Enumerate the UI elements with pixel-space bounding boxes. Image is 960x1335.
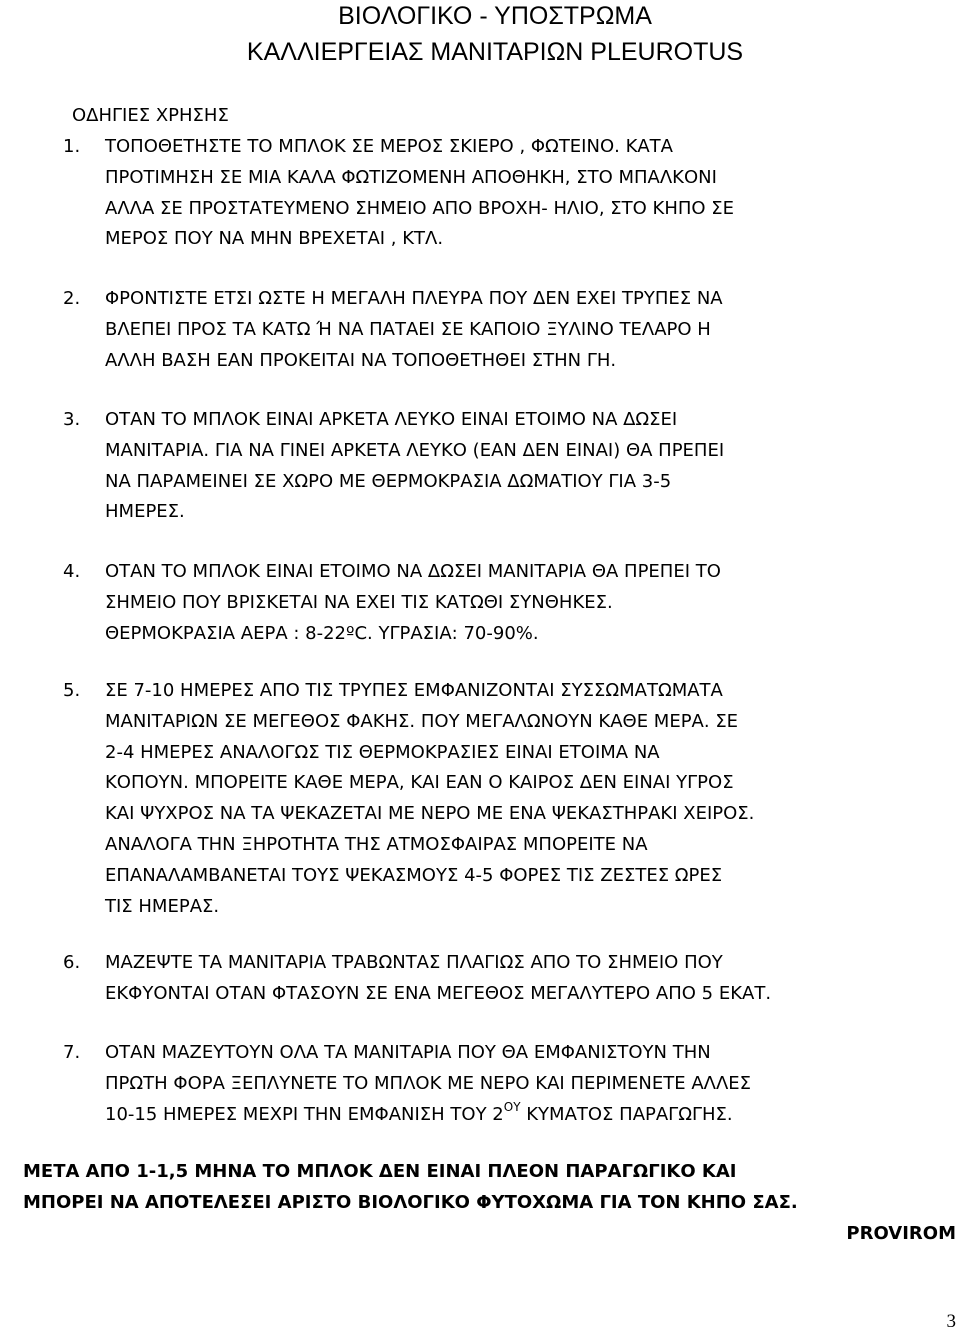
item-text [105,676,953,922]
item-number: 1. [63,136,81,157]
item-line: ΚΟΠΟΥΝ. ΜΠΟΡΕΙΤΕ ΚΑΘΕ ΜΕΡΑ, ΚΑΙ ΕΑΝ Ο ΚΑΙΡΟΣ ΔΕΝ ΕΙΝΑΙ ΥΓΡΟΣ [105,772,734,794]
item-line: ΒΛΕΠΕΙ ΠΡΟΣ ΤΑ ΚΑΤΩ Ή ΝΑ ΠΑΤΑΕΙ ΣΕ ΚΑΠΟΙΟ ΞΥΛΙΝΟ ΤΕΛΑΡΟ Η [105,318,711,340]
item-line: ΝΑ ΠΑΡΑΜΕΙΝΕΙ ΣΕ ΧΩΡΟ ΜΕ ΘΕΡΜΟΚΡΑΣΙΑ ΔΩΜΑΤΙΟΥ ΓΙΑ 3-5 [105,470,672,492]
item-line: ΘΕΡΜΟΚΡΑΣΙΑ ΑΕΡΑ : 8-22ºC. ΥΓΡΑΣΙΑ: 70-90%. [105,622,539,644]
item-line: ΚΑΙ ΨΥΧΡΟΣ ΝΑ ΤΑ ΨΕΚΑΖΕΤΑΙ ΜΕ ΝΕΡΟ ΜΕ ΕΝΑ ΨΕΚΑΣΤΗΡΑΚΙ ΧΕΙΡΟΣ. [105,803,755,825]
item-line [105,1100,953,1131]
document-title-line-2: ΚΑΛΛΙΕΡΓΕΙΑΣ ΜΑΝΙΤΑΡΙΩΝ PLEUROTUS [246,38,744,66]
page-number: 3 [946,1311,956,1332]
item-text [105,557,953,649]
item-number: 7. [63,1042,81,1063]
instructions-heading: ΟΔΗΓΙΕΣ ΧΡΗΣΗΣ [72,105,229,126]
item-text [105,284,953,376]
item-number: 6. [63,952,81,973]
item-line: ΤΙΣ ΗΜΕΡΑΣ. [105,895,220,917]
item-text [105,132,953,255]
ordinal-superscript: ΟΥ [503,1099,521,1114]
closing-note-line: ΜΕΤΑ ΑΠΟ 1-1,5 ΜΗΝΑ ΤΟ ΜΠΛΟΚ ΔΕΝ ΕΙΝΑΙ ΠΛΕΟΝ ΠΑΡΑΓΩΓΙΚΟ ΚΑΙ [23,1161,737,1182]
closing-note [23,1157,958,1219]
item-line: ΕΠΑΝΑΛΑΜΒΑΝΕΤΑΙ ΤΟΥΣ ΨΕΚΑΣΜΟΥΣ 4-5 ΦΟΡΕΣ ΤΙΣ ΖΕΣΤΕΣ ΩΡΕΣ [105,864,723,886]
brand-name: PROVIROM [846,1223,956,1244]
item-number: 2. [63,288,81,309]
item-text [105,405,953,528]
item-line: ΠΡΩΤΗ ΦΟΡΑ ΞΕΠΛΥΝΕΤΕ ΤΟ ΜΠΛΟΚ ΜΕ ΝΕΡΟ ΚΑΙ ΠΕΡΙΜΕΝΕΤΕ ΑΛΛΕΣ [105,1072,752,1094]
item-line: ΣΕ 7-10 ΗΜΕΡΕΣ ΑΠΟ ΤΙΣ ΤΡΥΠΕΣ ΕΜΦΑΝΙΖΟΝΤΑΙ ΣΥΣΣΩΜΑΤΩΜΑΤΑ [105,680,723,701]
item-line: ΟΤΑΝ ΤΟ ΜΠΛΟΚ ΕΙΝΑΙ ΕΤΟΙΜΟ ΝΑ ΔΩΣΕΙ ΜΑΝΙΤΑΡΙΑ ΘΑ ΠΡΕΠΕΙ ΤΟ [105,561,721,582]
item-line: ΑΛΛΗ ΒΑΣΗ ΕΑΝ ΠΡΟΚΕΙΤΑΙ ΝΑ ΤΟΠΟΘΕΤΗΘΕΙ ΣΤΗΝ ΓΗ. [105,349,617,371]
item-line: ΑΝΑΛΟΓΑ ΤΗΝ ΞΗΡΟΤΗΤΑ ΤΗΣ ΑΤΜΟΣΦΑΙΡΑΣ ΜΠΟΡΕΙΤΕ ΝΑ [105,833,648,855]
item-line: ΦΡΟΝΤΙΣΤΕ ΕΤΣΙ ΩΣΤΕ Η ΜΕΓΑΛΗ ΠΛΕΥΡΑ ΠΟΥ ΔΕΝ ΕΧΕΙ ΤΡΥΠΕΣ ΝΑ [105,288,723,309]
item-line: ΕΚΦΥΟΝΤΑΙ ΟΤΑΝ ΦΤΑΣΟΥΝ ΣΕ ΕΝΑ ΜΕΓΕΘΟΣ ΜΕΓΑΛΥΤΕΡΟ ΑΠΟ 5 ΕΚΑΤ. [105,982,772,1004]
item-number: 5. [63,680,81,701]
item-line: ΜΑΝΙΤΑΡΙΑ. ΓΙΑ ΝΑ ΓΙΝΕΙ ΑΡΚΕΤΑ ΛΕΥΚΟ (ΕΑΝ ΔΕΝ ΕΙΝΑΙ) ΘΑ ΠΡΕΠΕΙ [105,439,725,461]
item-text [105,1038,953,1130]
item-line: ΠΡΟΤΙΜΗΣΗ ΣΕ ΜΙΑ ΚΑΛΑ ΦΩΤΙΖΟΜΕΝΗ ΑΠΟΘΗΚΗ, ΣΤΟ ΜΠΑΛΚΟΝΙ [105,166,717,188]
item-line-part: 10-15 ΗΜΕΡΕΣ ΜΕΧΡΙ ΤΗΝ ΕΜΦΑΝΙΣΗ ΤΟΥ 2 [105,1103,504,1125]
item-text [105,948,953,1010]
item-line: ΣΗΜΕΙΟ ΠΟΥ ΒΡΙΣΚΕΤΑΙ ΝΑ ΕΧΕΙ ΤΙΣ ΚΑΤΩΘΙ ΣΥΝΘΗΚΕΣ. [105,591,613,613]
item-line: ΗΜΕΡΕΣ. [105,501,185,523]
item-line: 2-4 ΗΜΕΡΕΣ ΑΝΑΛΟΓΩΣ ΤΙΣ ΘΕΡΜΟΚΡΑΣΙΕΣ ΕΙΝΑΙ ΕΤΟΙΜΑ ΝΑ [105,741,660,763]
item-line: ΟΤΑΝ ΜΑΖΕΥΤΟΥΝ ΟΛΑ ΤΑ ΜΑΝΙΤΑΡΙΑ ΠΟΥ ΘΑ ΕΜΦΑΝΙΣΤΟΥΝ ΤΗΝ [105,1042,711,1063]
item-line: ΜΑΖΕΨΤΕ ΤΑ ΜΑΝΙΤΑΡΙΑ ΤΡΑΒΩΝΤΑΣ ΠΛΑΓΙΩΣ ΑΠΟ ΤΟ ΣΗΜΕΙΟ ΠΟΥ [105,952,723,973]
item-line: ΜΑΝΙΤΑΡΙΩΝ ΣΕ ΜΕΓΕΘΟΣ ΦΑΚΗΣ. ΠΟΥ ΜΕΓΑΛΩΝΟΥΝ ΚΑΘΕ ΜΕΡΑ. ΣΕ [105,710,739,732]
item-line: ΤΟΠΟΘΕΤΗΣΤΕ ΤΟ ΜΠΛΟΚ ΣΕ ΜΕΡΟΣ ΣΚΙΕΡΟ , ΦΩΤΕΙΝΟ. ΚΑΤΑ [105,136,673,157]
item-line: ΟΤΑΝ ΤΟ ΜΠΛΟΚ ΕΙΝΑΙ ΑΡΚΕΤΑ ΛΕΥΚΟ ΕΙΝΑΙ ΕΤΟΙΜΟ ΝΑ ΔΩΣΕΙ [105,409,678,430]
item-line: ΑΛΛΑ ΣΕ ΠΡΟΣΤΑΤΕΥΜΕΝΟ ΣΗΜΕΙΟ ΑΠΟ ΒΡΟΧΗ- ΗΛΙΟ, ΣΤΟ ΚΗΠΟ ΣΕ [105,197,735,219]
document-title-line-1: ΒΙΟΛΟΓΙΚΟ - ΥΠΟΣΤΡΩΜΑ [338,2,652,30]
item-number: 4. [63,561,81,582]
item-line: ΜΕΡΟΣ ΠΟΥ ΝΑ ΜΗΝ ΒΡΕΧΕΤΑΙ , ΚΤΛ. [105,228,444,250]
item-number: 3. [63,409,81,430]
closing-note-line: ΜΠΟΡΕΙ ΝΑ ΑΠΟΤΕΛΕΣΕΙ ΑΡΙΣΤΟ ΒΙΟΛΟΓΙΚΟ ΦΥΤΟΧΩΜΑ ΓΙΑ ΤΟΝ ΚΗΠΟ ΣΑΣ. [23,1191,798,1213]
item-line-part: ΚΥΜΑΤΟΣ ΠΑΡΑΓΩΓΗΣ. [520,1103,733,1125]
